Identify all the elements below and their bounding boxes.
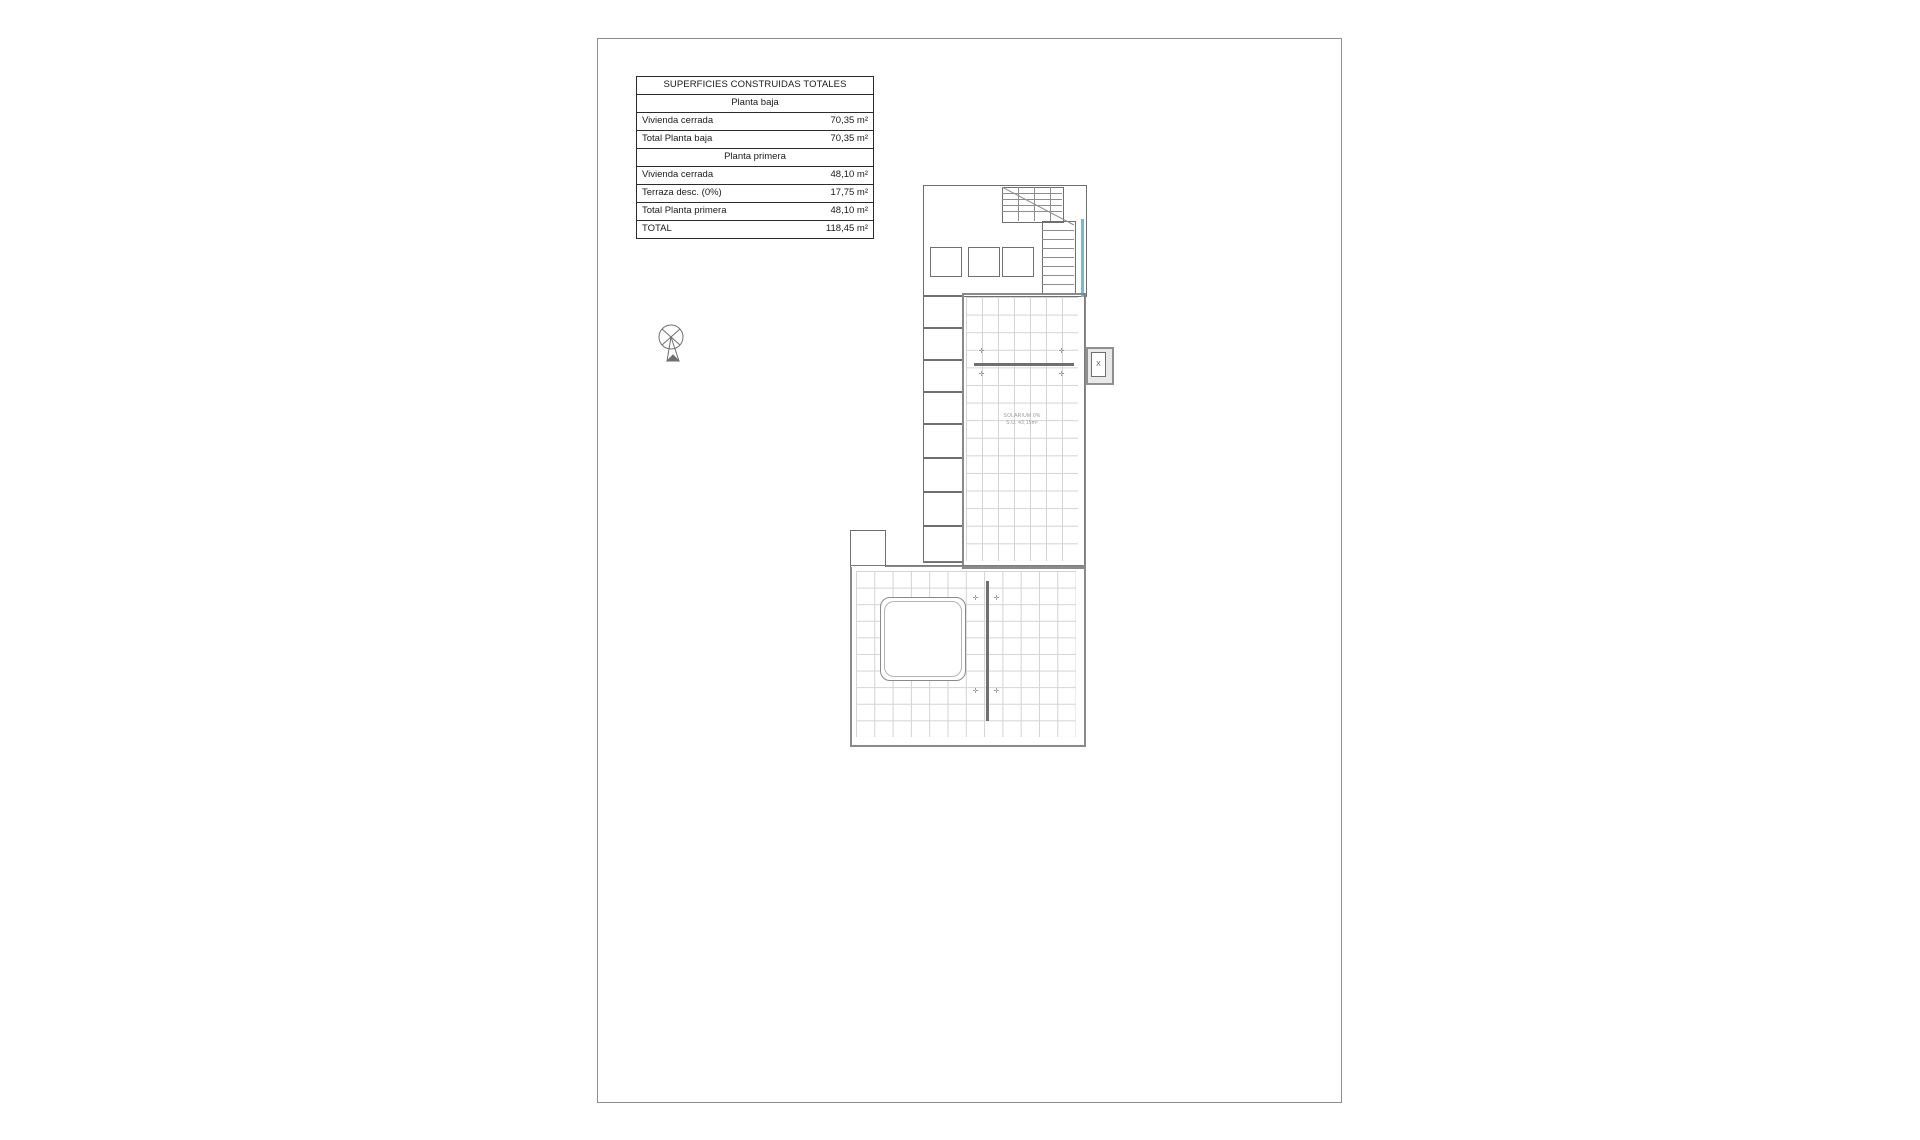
north-arrow-icon (655, 323, 691, 363)
table-row (637, 167, 874, 185)
elevator-shaft-inner (1091, 352, 1106, 377)
side-room-7 (923, 491, 964, 527)
table-row (637, 203, 874, 221)
railing-post-marker: ✛ (972, 595, 979, 602)
solarium-label (986, 413, 1058, 427)
stair-tread (1042, 275, 1074, 276)
connector-wall-top (850, 565, 1082, 566)
solarium-tiles (966, 297, 1078, 561)
row-label: Vivienda cerrada (637, 167, 786, 185)
solarium-railing (974, 363, 1074, 366)
row-value: 48,10 m² (785, 203, 874, 221)
table-title: SUPERFICIES CONSTRUIDAS TOTALES (637, 77, 874, 95)
table-title-row (637, 77, 874, 95)
railing-post-marker: ✛ (1058, 348, 1065, 355)
glass-railing-upper (1081, 219, 1084, 297)
terrace-notch (850, 530, 886, 567)
row-value: 70,35 m² (785, 131, 874, 149)
railing-post-marker: ✛ (993, 595, 1000, 602)
roof-room-3 (1002, 247, 1034, 277)
stair-landing-diagonal (1002, 187, 1076, 227)
section-heading-row-ground (637, 95, 874, 113)
side-room-6 (923, 457, 964, 493)
side-room-4 (923, 391, 964, 425)
stair-tread (1042, 248, 1074, 249)
table-total-row (637, 221, 874, 239)
table-row (637, 185, 874, 203)
row-label: Total Planta primera (637, 203, 786, 221)
section-heading-ground-floor: Planta baja (637, 95, 874, 113)
exterior-line-right (1084, 293, 1085, 565)
section-heading-first-floor: Planta primera (637, 149, 874, 167)
railing-post-marker: ✛ (1058, 371, 1065, 378)
stair-tread (1042, 266, 1074, 267)
surface-areas-table (636, 76, 874, 239)
side-room-5 (923, 423, 964, 459)
row-value: 70,35 m² (785, 113, 874, 131)
terrace-railing (986, 581, 989, 721)
side-room-2 (923, 327, 964, 361)
swimming-pool-inner (884, 601, 962, 677)
railing-post-marker: ✛ (978, 371, 985, 378)
railing-post-marker: ✛ (972, 688, 979, 695)
table-row (637, 113, 874, 131)
stair-tread (1042, 284, 1074, 285)
stair-tread (1042, 257, 1074, 258)
row-label: Vivienda cerrada (637, 113, 786, 131)
side-room-3 (923, 359, 964, 393)
railing-post-marker: ✛ (993, 688, 1000, 695)
connector-wall-left (923, 561, 963, 562)
total-value: 118,45 m² (785, 221, 874, 239)
side-room-1 (923, 295, 964, 329)
table-row (637, 131, 874, 149)
row-value: 48,10 m² (785, 167, 874, 185)
row-label: Total Planta baja (637, 131, 786, 149)
floor-plan-drawing (850, 185, 1210, 745)
solarium-label-line2: S.U. 43,15m² (1006, 420, 1038, 426)
roof-room-2 (968, 247, 1000, 277)
stair-tread (1042, 230, 1074, 231)
row-value: 17,75 m² (785, 185, 874, 203)
section-heading-row-first (637, 149, 874, 167)
solarium-label-line1: SOLARIUM 0% (1003, 413, 1041, 419)
stair-tread (1042, 239, 1074, 240)
side-room-8 (923, 525, 964, 563)
railing-post-marker: ✛ (978, 348, 985, 355)
roof-room-1 (930, 247, 962, 277)
total-label: TOTAL (637, 221, 786, 239)
row-label: Terraza desc. (0%) (637, 185, 786, 203)
shaft-label: X (1096, 361, 1101, 368)
